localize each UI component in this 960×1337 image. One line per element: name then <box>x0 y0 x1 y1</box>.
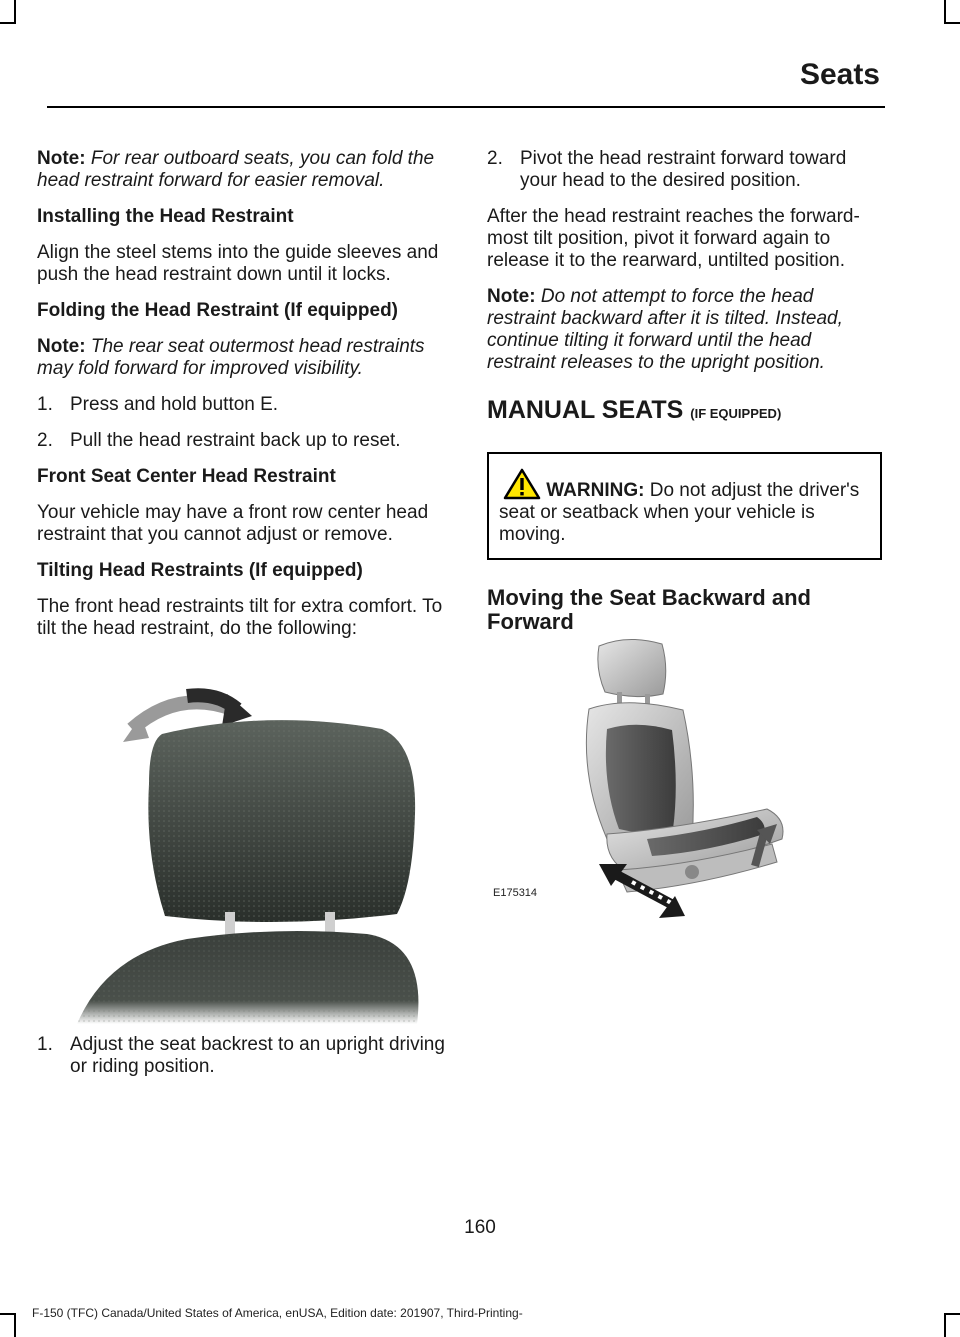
crop-mark <box>0 1313 16 1315</box>
step-number: 1. <box>37 394 53 415</box>
left-column <box>37 148 452 1092</box>
crop-mark <box>944 1315 946 1337</box>
step-text: Pull the head restraint back up to reset. <box>70 430 401 451</box>
note-rear-outboard <box>37 148 452 192</box>
manual-seat-graphic <box>487 634 882 934</box>
fold-step-2 <box>37 430 452 452</box>
note-fold-forward <box>37 336 452 380</box>
head-restraint-illustration <box>37 654 452 1024</box>
step-text: Press and hold button E. <box>70 394 279 415</box>
crop-mark <box>944 1313 960 1315</box>
note-text: The rear seat outermost head restraints may fold forward for improved visibility. <box>37 336 425 379</box>
moving-seat-heading: Moving the Seat Backward and Forward <box>487 585 811 634</box>
page-title: Seats <box>799 58 880 91</box>
note-label: Note: <box>487 286 536 307</box>
footer-edition: F-150 (TFC) Canada/United States of America, enUSA, Edition date: 201907, Third-Printing- <box>32 1306 523 1320</box>
manual-seat-illustration <box>487 634 882 934</box>
step-text: Adjust the seat backrest to an upright driving or riding position. <box>70 1034 445 1077</box>
warning-box <box>487 452 882 560</box>
crop-mark <box>944 22 960 24</box>
folding-heading: Folding the Head Restraint (If equipped) <box>37 300 398 321</box>
right-column <box>487 148 882 934</box>
step-text: Pivot the head restraint forward toward your head to the desired position. <box>520 148 847 191</box>
crop-mark <box>0 22 16 24</box>
manual-seats-suffix: (IF EQUIPPED) <box>690 406 782 421</box>
manual-seats-heading <box>487 396 882 428</box>
note-text: For rear outboard seats, you can fold the head restraint forward for easier removal. <box>37 148 435 191</box>
seat-backrest-insert <box>606 725 676 833</box>
seat-head-restraint <box>598 639 666 696</box>
step-number: 1. <box>37 1034 53 1055</box>
installing-heading: Installing the Head Restraint <box>37 206 294 227</box>
crop-mark <box>944 0 946 22</box>
figure-code: E175314 <box>493 887 538 899</box>
note-force <box>487 286 882 374</box>
step-number: 2. <box>37 430 53 451</box>
head-restraint-graphic <box>37 654 452 1024</box>
after-tilt-text: After the head restraint reaches the forward-most tilt position, pivot it forward again to release it to the rearward, untilted position. <box>487 206 860 271</box>
crop-mark <box>14 1315 16 1337</box>
seat-adjust-knob <box>685 865 699 879</box>
tilt-step-2 <box>487 148 882 192</box>
warning-label: WARNING: <box>546 480 645 501</box>
tilting-heading: Tilting Head Restraints (If equipped) <box>37 560 363 581</box>
header-divider <box>47 106 885 108</box>
crop-mark <box>14 0 16 22</box>
note-label: Note: <box>37 336 86 357</box>
tilt-step-1 <box>37 1034 452 1078</box>
note-label: Note: <box>37 148 86 169</box>
warning-text: Do not adjust the driver's seat or seatback when your vehicle is moving. <box>499 480 860 545</box>
front-center-text: Your vehicle may have a front row center head restraint that you cannot adjust or remove. <box>37 502 429 545</box>
manual-seats-title: MANUAL SEATS <box>487 396 684 424</box>
fold-step-1 <box>37 394 452 416</box>
step-number: 2. <box>487 148 503 169</box>
page-number: 160 <box>464 1217 496 1238</box>
note-text: Do not attempt to force the head restraint backward after it is tilted. Instead, continue tilting it forward until the head restraint releases to the upright position. <box>487 286 843 373</box>
installing-text: Align the steel stems into the guide sleeves and push the head restraint down until it locks. <box>37 242 439 285</box>
arrow-head-icon <box>222 694 252 726</box>
front-center-heading: Front Seat Center Head Restraint <box>37 466 336 487</box>
tilting-text: The front head restraints tilt for extra comfort. To tilt the head restraint, do the following: <box>37 596 443 639</box>
warning-triangle-icon <box>503 468 541 500</box>
